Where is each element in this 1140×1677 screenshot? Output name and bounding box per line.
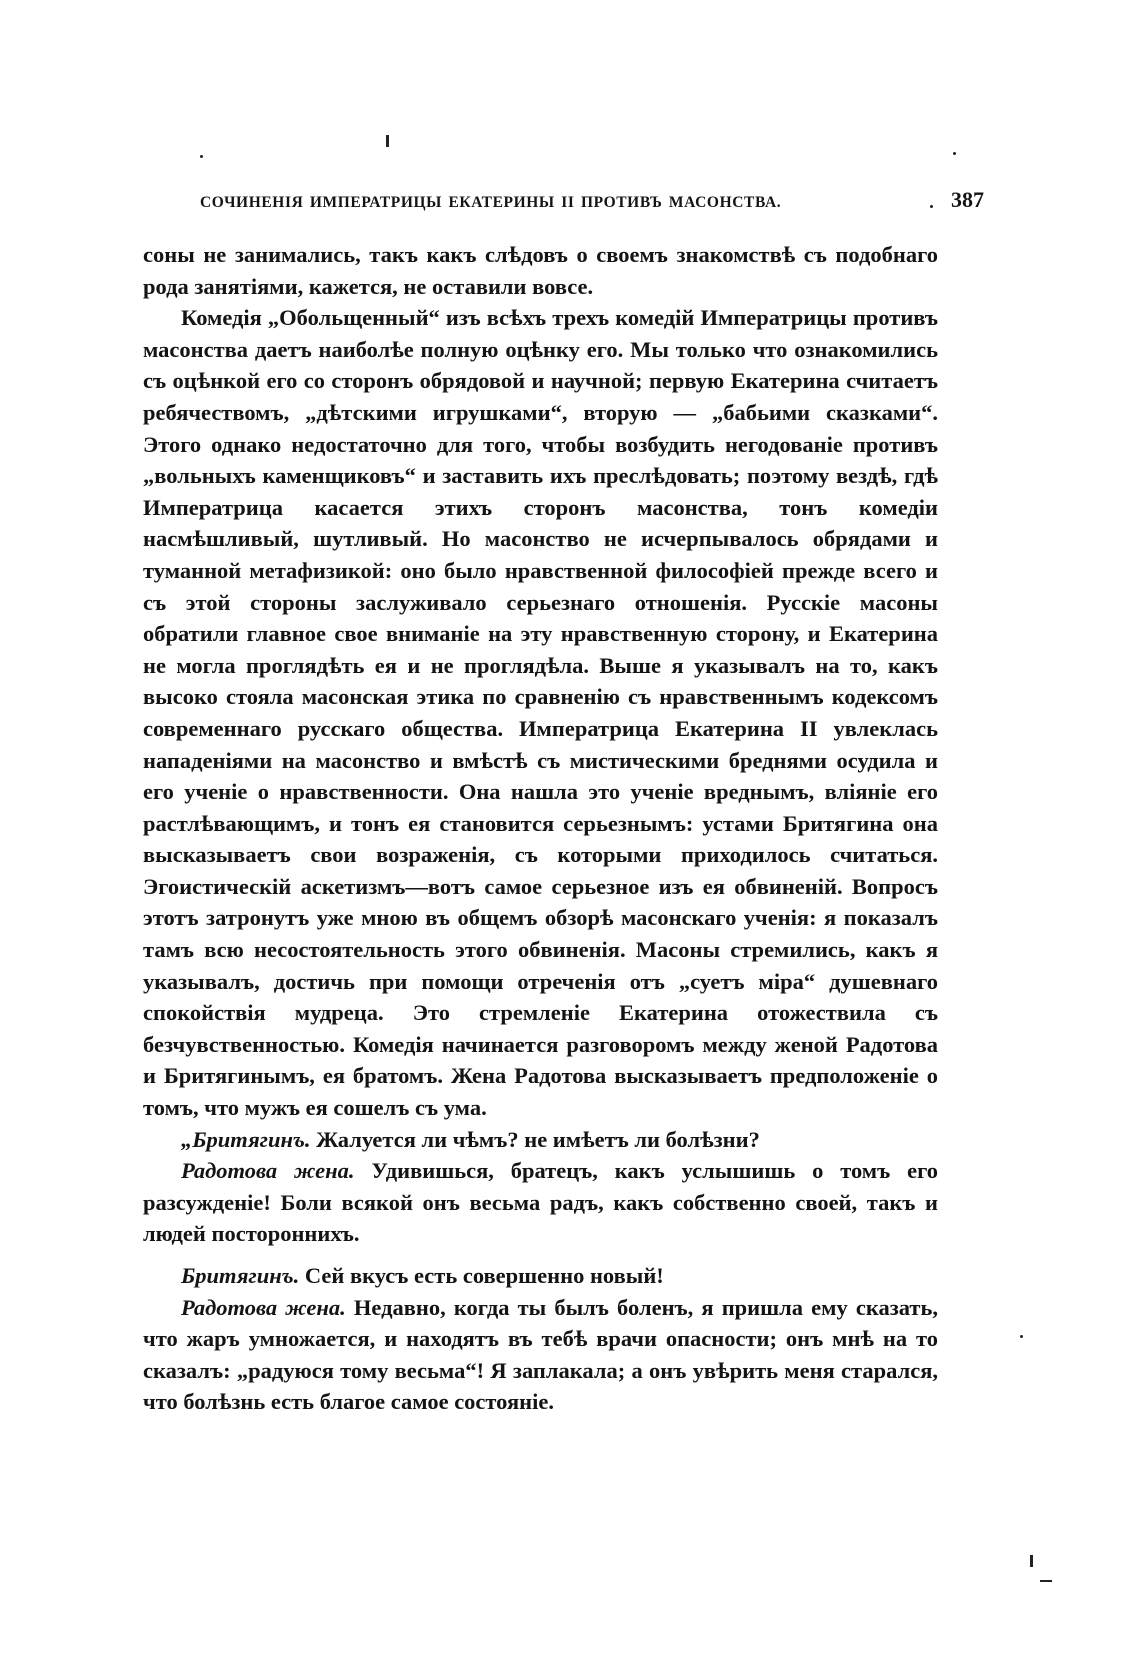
speaker-name: Радотова жена. — [181, 1158, 355, 1184]
paragraph-text: соны не занимались, такъ какъ слѣдовъ о своемъ знакомствѣ съ подобнаго рода занятіями, кажется, не оставили вовсе. — [143, 242, 938, 299]
paragraph-text: Комедія „Обольщенный“ изъ всѣхъ трехъ комедій Императрицы противъ масонства даетъ наиболѣе полную оцѣнку его. Мы только что ознакомились съ оцѣнкой его со сторонъ обрядовой и научной; первую Екатерина считаетъ ребячествомъ, „дѣтскими игрушками“, вторую — „бабьими сказками“. Этого однако недостаточно для того, чтобы возбудить негодованіе противъ „вольныхъ каменщиковъ“ и заставить ихъ преслѣдовать; поэтому вездѣ, гдѣ Императрица касается этихъ сторонъ масонства, тонъ комедіи насмѣшливый, шутливый. Но масонство не исчерпывалось обрядами и туманной метафизикой: оно было нравственной философіей прежде всего и съ этой стороны заслуживало серьезнаго отношенія. Русскіе масоны обратили главное свое вниманіе на эту нравственную сторону, и Екатерина не могла проглядѣть ея и не проглядѣла. Выше я указывалъ на то, какъ высоко стояла масонская этика по сравненію съ нравственнымъ кодексомъ современнаго русскаго общества. Императрица Екатерина II увлеклась нападеніями на масонство и вмѣстѣ съ мистическими бреднями осудила и его ученіе о нравственности. Она нашла это ученіе вреднымъ, вліяніе его растлѣвающимъ, и тонъ ея становится серьезнымъ: устами Бритягина она высказываетъ свои возраженія, съ которыми приходилось считаться. Эгоистическій аскетизмъ—вотъ самое серьезное изъ ея обвиненій. Вопросъ этотъ затронутъ уже мною въ общемъ обзорѣ масонскаго ученія: я показалъ тамъ всю несостоятельность этого обвиненія. Масоны стремились, какъ я указывалъ, достичь при помощи отреченія отъ „суетъ міра“ душевнаго спокойствія мудреца. Это стремленіе Екатерина отожествила съ безчувственностью. Комедія начинается разговоромъ между женой Радотова и Бритягинымъ, ея братомъ. Жена Радотова высказываетъ предположеніе о томъ, что мужъ ея сошелъ съ ума. — [143, 305, 938, 1121]
paragraph — [143, 302, 938, 1123]
speaker-name: „Бритягинъ. — [181, 1126, 311, 1152]
dialogue-line — [143, 1124, 938, 1156]
dialogue-line — [143, 1155, 938, 1250]
dialogue-text: Жалуется ли чѣмъ? не имѣетъ ли болѣзни? — [310, 1126, 760, 1152]
stray-mark — [1030, 1555, 1033, 1567]
paragraph — [143, 239, 938, 302]
stray-mark — [1020, 1335, 1023, 1338]
stray-mark — [200, 155, 203, 158]
speaker-name: Радотова жена. — [181, 1294, 346, 1320]
dialogue-text: Удивишься, братецъ, какъ услышишь о томъ его разсужденіе! Боли всякой онъ весьма радъ, какъ собственно своей, такъ и людей постороннихъ. — [143, 1158, 938, 1247]
running-header — [200, 187, 984, 217]
stray-mark — [386, 135, 389, 147]
stray-mark — [953, 152, 956, 155]
dialogue-text: Сей вкусъ есть совершенно новый! — [299, 1263, 664, 1288]
body-text — [143, 239, 938, 1418]
dialogue-line — [143, 1292, 938, 1418]
dialogue-text: Недавно, когда ты былъ боленъ, я пришла ему сказать, что жаръ умножается, и находятъ въ тебѣ врачи опасности; онъ мнѣ на то сказалъ: „радуюся тому весьма“! Я заплакала; а онъ увѣрить меня старался, что болѣзнь есть благое самое состояніе. — [143, 1294, 938, 1415]
stray-mark — [1040, 1580, 1052, 1582]
page-number: 387 — [951, 187, 984, 212]
speaker-name: Бритягинъ. — [181, 1263, 300, 1288]
dialogue-line — [143, 1260, 938, 1292]
running-title: СОЧИНЕНІЯ ИМПЕРАТРИЦЫ ЕКАТЕРИНЫ II ПРОТИВЪ МАСОНСТВА. — [200, 194, 782, 211]
